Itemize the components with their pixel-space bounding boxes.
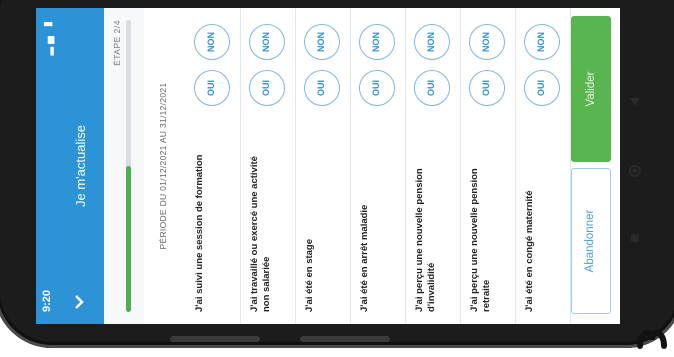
app-screen — [36, 8, 620, 324]
non-button[interactable]: NON — [194, 24, 230, 60]
system-navbar — [620, 84, 650, 254]
question-label: J'ai travaillé ou exercé une activité non salariée — [249, 156, 272, 312]
oui-button[interactable]: OUI — [249, 70, 285, 106]
oui-button[interactable]: OUI — [414, 70, 450, 106]
oui-button[interactable]: OUI — [194, 70, 230, 106]
triangle-back-icon[interactable] — [628, 96, 642, 110]
question-label: J'ai été en congé maternité — [524, 190, 535, 312]
stepper — [104, 8, 144, 324]
question-row — [351, 8, 406, 324]
status-icons — [41, 18, 54, 55]
question-list — [186, 8, 571, 324]
valider-button[interactable]: Valider — [571, 16, 611, 162]
non-button[interactable]: NON — [359, 24, 395, 60]
question-row — [186, 8, 241, 324]
oui-button[interactable]: OUI — [524, 70, 560, 106]
non-button[interactable]: NON — [469, 24, 505, 60]
question-row — [461, 8, 516, 324]
question-row — [241, 8, 296, 324]
period-label: PÉRIODE DU 01/12/2021 AU 31/12/2021 — [158, 82, 168, 250]
phone-screen — [36, 8, 620, 324]
abandon-button[interactable]: Abandonner — [571, 168, 611, 314]
progress-fill — [126, 166, 131, 312]
square-recents-icon[interactable] — [628, 232, 642, 246]
phone-volume-button — [170, 336, 260, 342]
question-label: J'ai perçu une nouvelle pension retraite — [469, 168, 492, 312]
non-button[interactable]: NON — [304, 24, 340, 60]
question-row — [296, 8, 351, 324]
battery-icon: ▮ — [42, 18, 54, 28]
app-header — [60, 8, 104, 324]
question-label: J'ai été en stage — [304, 238, 315, 312]
question-row — [516, 8, 571, 324]
oui-button[interactable]: OUI — [469, 70, 505, 106]
question-row — [406, 8, 461, 324]
step-label: ÉTAPE 2/4 — [112, 20, 122, 66]
phone-side-button — [300, 336, 390, 342]
non-button[interactable]: NON — [414, 24, 450, 60]
status-time: 9:20 — [41, 289, 53, 312]
non-button[interactable]: NON — [249, 24, 285, 60]
brand-logo-icon — [636, 312, 672, 352]
status-bar — [36, 8, 60, 324]
page-title: Je m'actualise — [73, 125, 88, 207]
signal-icon: ▂▄ — [42, 33, 54, 56]
circle-home-icon[interactable] — [628, 164, 642, 178]
progress-track — [126, 20, 131, 312]
question-label: J'ai été en arrêt maladie — [359, 204, 370, 312]
question-label: J'ai suivi une session de formation — [194, 154, 205, 312]
oui-button[interactable]: OUI — [359, 70, 395, 106]
footer — [571, 8, 620, 324]
question-label: J'ai perçu une nouvelle pension d'invalidité — [414, 168, 437, 312]
oui-button[interactable]: OUI — [304, 70, 340, 106]
non-button[interactable]: NON — [524, 24, 560, 60]
